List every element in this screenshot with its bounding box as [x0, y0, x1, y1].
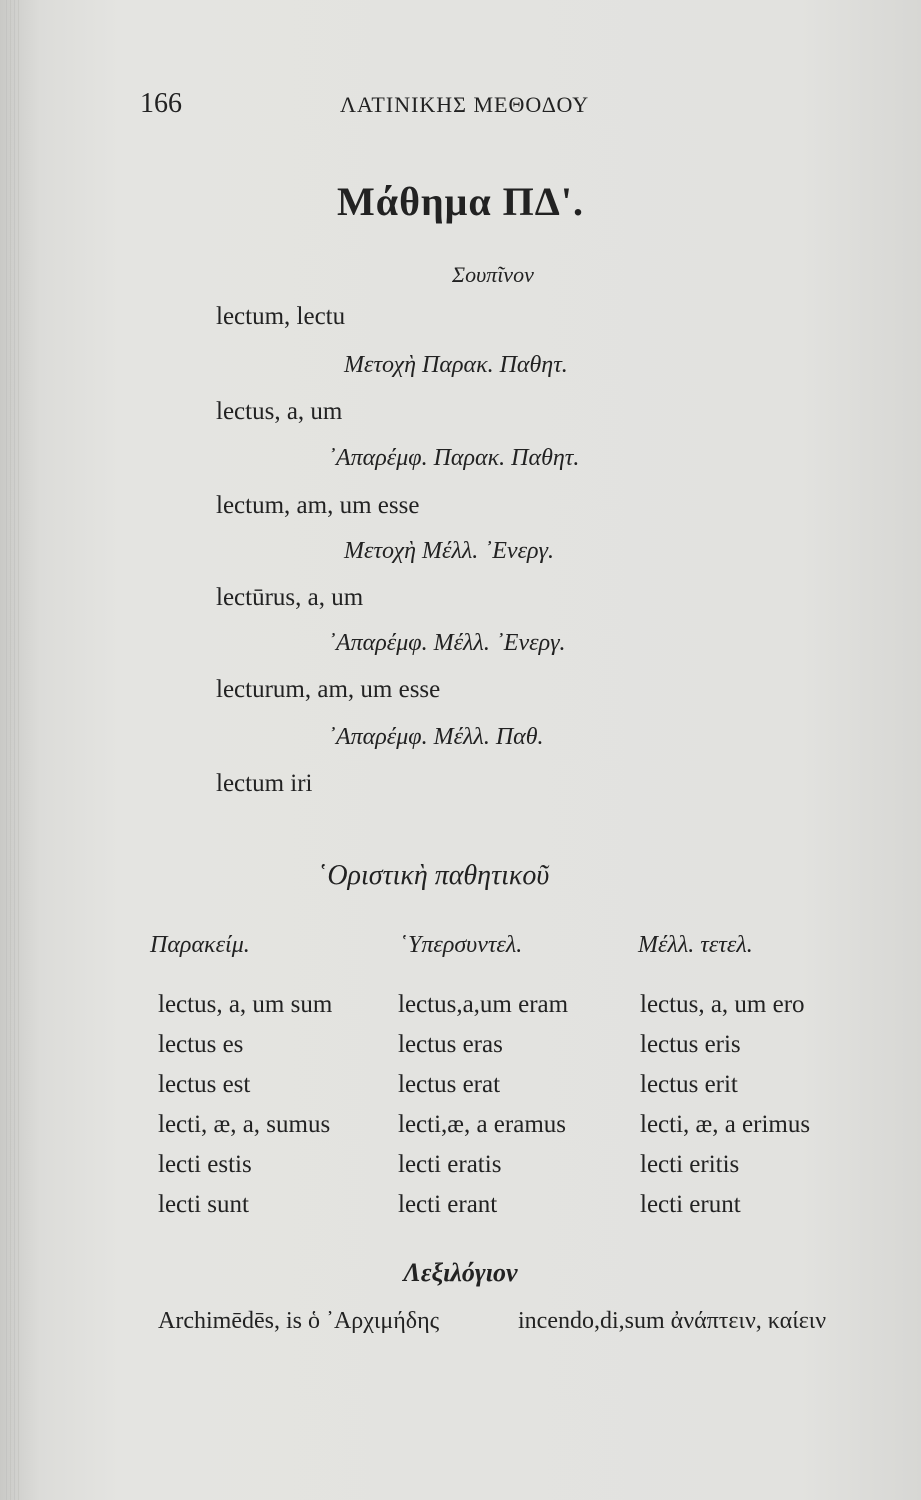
supine-form: lectum, lectu	[216, 303, 346, 330]
vocabulary-entry: incendo,di,sum ἀνάπτειν, καίειν	[518, 1308, 827, 1334]
table-cell: lectus eras	[398, 1031, 503, 1058]
indicative-heading: ῾Οριστικὴ παθητικοῦ	[318, 860, 550, 891]
lesson-title: Μάθημα ΠΔ'.	[337, 179, 584, 224]
table-cell: lectus, a, um ero	[640, 991, 805, 1018]
vocabulary-entry: Archimēdēs, is ὁ ᾿Αρχιμήδης	[158, 1308, 440, 1334]
participle-label: ᾿Απαρέμφ. Μέλλ. Παθ.	[328, 724, 544, 750]
table-cell: lecti eratis	[398, 1151, 502, 1178]
participle-form: lectum iri	[216, 770, 313, 797]
table-cell: lecti estis	[158, 1151, 252, 1178]
table-cell: lecti erant	[398, 1191, 498, 1218]
table-row	[158, 1145, 878, 1185]
table-row	[158, 1185, 878, 1225]
table-cell: lectus est	[158, 1071, 251, 1098]
column-header-perfect: Παρακείμ.	[150, 932, 250, 958]
running-title: ΛΑΤΙΝΙΚΗΣ ΜΕΘΟΔΟΥ	[340, 92, 590, 117]
participle-label: Μετοχὴ Μέλλ. ᾿Ενεργ.	[344, 538, 554, 564]
supine-heading: Σουπῖνον	[452, 262, 534, 287]
participle-form: lecturum, am, um esse	[216, 676, 441, 703]
table-cell: lectus, a, um sum	[158, 991, 333, 1018]
table-cell: lectus es	[158, 1031, 244, 1058]
participle-form: lectum, am, um esse	[216, 492, 420, 519]
table-cell: lecti erunt	[640, 1191, 741, 1218]
table-cell: lecti eritis	[640, 1151, 740, 1178]
table-row	[158, 1025, 878, 1065]
table-cell: lectus erat	[398, 1071, 501, 1098]
table-cell: lectus erit	[640, 1071, 738, 1098]
participle-label: Μετοχὴ Παρακ. Παθητ.	[344, 352, 568, 378]
table-cell: lecti sunt	[158, 1191, 249, 1218]
table-row	[158, 1065, 878, 1105]
participle-form: lectus, a, um	[216, 398, 343, 425]
participle-label: ᾿Απαρέμφ. Μέλλ. ᾿Ενεργ.	[328, 630, 566, 656]
page-header	[140, 88, 660, 128]
vocabulary-heading: Λεξιλόγιον	[403, 1258, 518, 1287]
page-number: 166	[140, 88, 182, 119]
column-header-pluperfect: ῾Υπερσυντελ.	[400, 932, 523, 958]
conjugation-table	[158, 985, 878, 1225]
participle-form: lectūrus, a, um	[216, 584, 364, 611]
table-cell: lecti, æ, a erimus	[640, 1111, 811, 1138]
column-header-future-perfect: Μέλλ. τετελ.	[638, 932, 753, 958]
table-row	[158, 1105, 878, 1145]
table-row	[158, 985, 878, 1025]
table-cell: lectus,a,um eram	[398, 991, 569, 1018]
table-cell: lectus eris	[640, 1031, 741, 1058]
participle-label: ᾿Απαρέμφ. Παρακ. Παθητ.	[328, 445, 580, 471]
table-cell: lecti, æ, a, sumus	[158, 1111, 331, 1138]
table-cell: lecti,æ, a eramus	[398, 1111, 566, 1138]
